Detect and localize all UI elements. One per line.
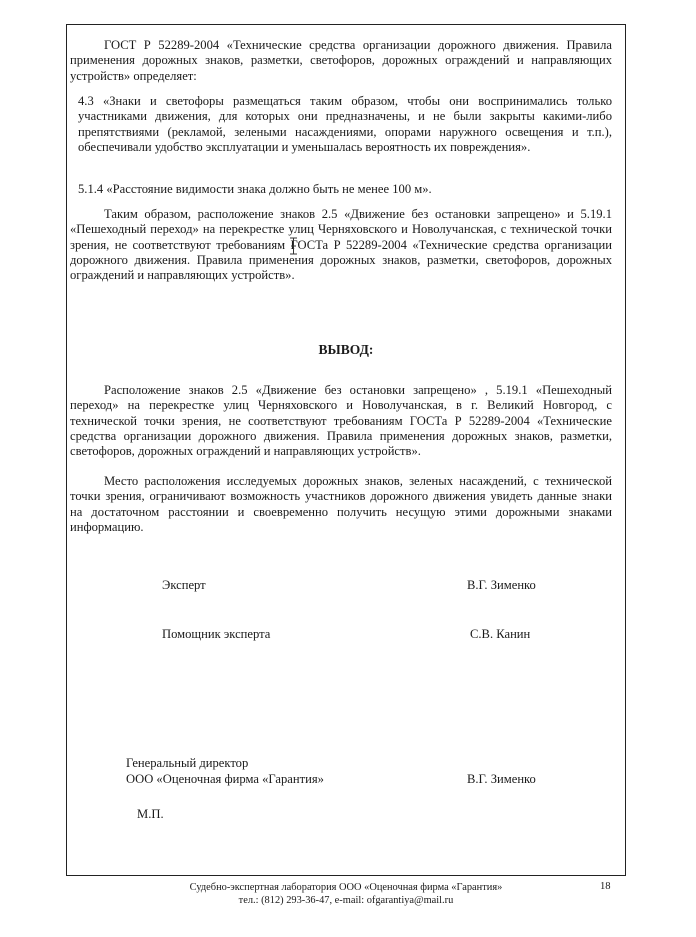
director-name: В.Г. Зименко — [467, 772, 536, 786]
expert-role: Эксперт — [162, 578, 206, 592]
director-title: Генеральный директор — [126, 756, 249, 770]
conclusion-heading: ВЫВОД: — [318, 342, 374, 357]
clause-4-3: 4.3 «Знаки и светофоры размещаться таким образом, чтобы они воспринимались только участниками движения, для которых они предназначены, и не были закрыты какими-либо препятствиями (рекламой, зелеными насаждениями, опорами наружного освещения и т.п.), обеспечивали удобство эксплуатации и уменьшалась вероятность их повреждения». — [78, 94, 612, 154]
text-cursor-icon — [289, 237, 298, 255]
assistant-role: Помощник эксперта — [162, 627, 271, 641]
intro-paragraph: ГОСТ Р 52289-2004 «Технические средства организации дорожного движения. Правила применения дорожных знаков, разметки, светофоров, дорожных ограждений и направляющих устройств» определяет: — [70, 38, 612, 83]
clause-5-1-4: 5.1.4 «Расстояние видимости знака должно быть не менее 100 м». — [78, 182, 432, 196]
footer-line-2: тел.: (812) 293-36-47, e-mail: ofgarantiya@mail.ru — [238, 895, 454, 906]
stamp-label: М.П. — [137, 807, 164, 821]
page-number: 18 — [600, 881, 611, 892]
assistant-name: С.В. Канин — [470, 627, 531, 641]
director-company: ООО «Оценочная фирма «Гарантия» — [126, 772, 324, 786]
footer-line-1: Судебно-экспертная лаборатория ООО «Оценочная фирма «Гарантия» — [189, 882, 503, 893]
expert-name: В.Г. Зименко — [467, 578, 536, 592]
conclusion-paragraph-1: Расположение знаков 2.5 «Движение без остановки запрещено» , 5.19.1 «Пешеходный переход» на перекрестке улиц Черняховского и Новолучанская, в г. Великий Новгород, с технической точки зрения, не соответствуют требованиям ГОСТа Р 52289-2004 «Технические средства организации дорожного движения. Правила применения дорожных знаков, разметки, светофоров, дорожных ограждений и направляющих устройств». — [70, 383, 612, 459]
conclusion-paragraph-2: Место расположения исследуемых дорожных знаков, зеленых насаждений, с технической точки зрения, ограничивают возможность участников дорожного движения увидеть данные знаки на достаточном расстоянии и своевременно получить несущую этими дорожными знаками информацию. — [70, 474, 612, 534]
summary-paragraph: Таким образом, расположение знаков 2.5 «Движение без остановки запрещено» и 5.19.1 «Пешеходный переход» на перекрестке улиц Черняховского и Новолучанская, с технической точки зрения, не соответствуют требованиям ГОСТа Р 52289-2004 «Технические средства организации дорожного движения. Правила применения дорожных знаков, разметки, светофоров, дорожных ограждений и направляющих устройств». — [70, 207, 612, 283]
